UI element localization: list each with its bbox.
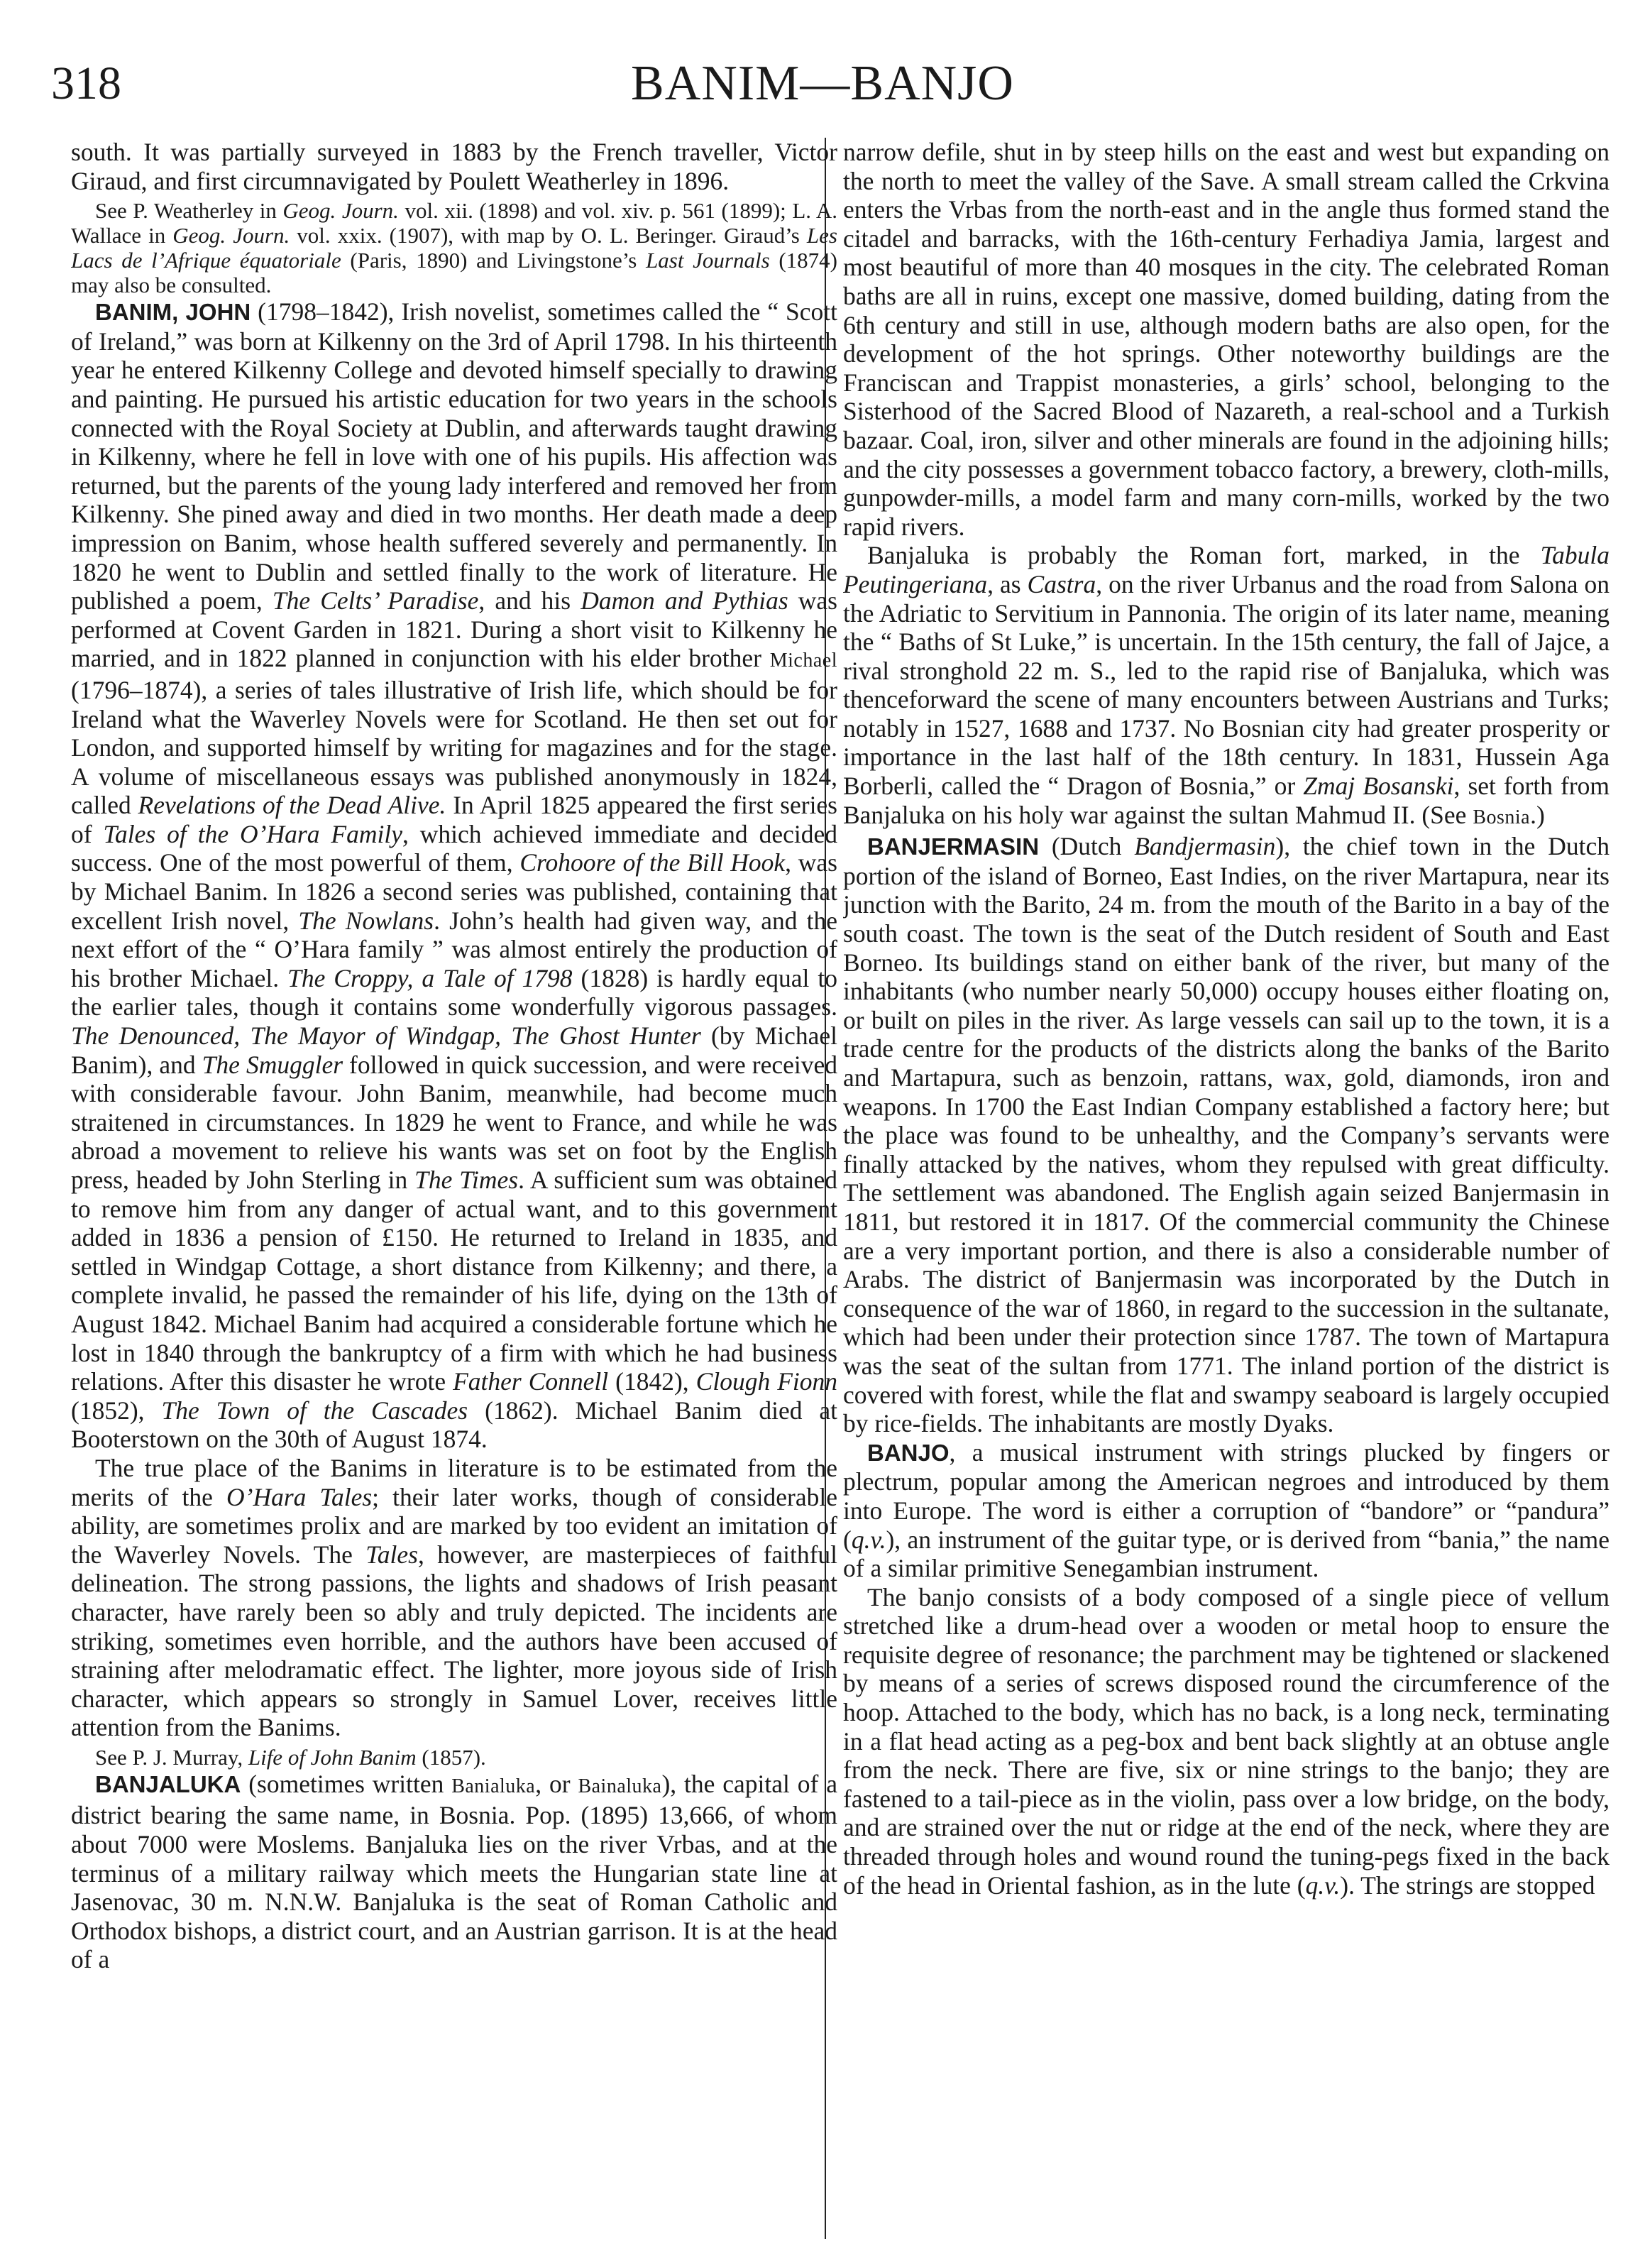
- entry-banjaluka: BANJALUKA (sometimes written Banialuka, or Bainaluka), the capital of a district bearing the same name, in Bosnia. Pop. (1895) 13,666, of whom about 7000 were Moslems. Banjaluka lies on the river Vrbas, and at the terminus of a military railway which meets the Hungarian state line at Jasenovac, 30 m. N.N.W. Banjaluka is the seat of Roman Catholic and Orthodox bishops, a district court, and an Austrian garrison. It is at the head of a: [71, 1769, 837, 1974]
- headword-banim: BANIM, JOHN: [95, 299, 251, 326]
- left-column: [71, 138, 837, 2239]
- headword-banjaluka: BANJALUKA: [95, 1770, 241, 1797]
- note-weatherley: See P. Weatherley in Geog. Journ. vol. xii. (1898) and vol. xiv. p. 561 (1899); L. A. Wallace in Geog. Journ. vol. xxix. (1907), with map by O. L. Beringer. Giraud’s Les Lacs de l’Afrique équatoriale (Paris, 1890) and Livingstone’s Last Journals (1874) may also be consulted.: [71, 198, 837, 298]
- paragraph-banim-assessment: The true place of the Banims in literature is to be estimated from the merits of the O’Hara Tales; their later works, though of considerable ability, are sometimes prolix and are marked by too evident an imitation of the Waverley Novels. The Tales, however, are masterpieces of faithful delineation. The strong passions, the lights and shadows of Irish peasant character, have rarely been so ably and truly depicted. The incidents are striking, sometimes even horrible, and the authors have been accused of straining after melodramatic effect. The lighter, more joyous side of Irish character, which appears so strongly in Samuel Lover, receives little attention from the Banims.: [71, 1453, 837, 1742]
- paragraph-banjo-construction: The banjo consists of a body composed of a single piece of vellum stretched like a drum-head over a wooden or metal hoop to ensure the requisite degree of resonance; the parchment may be tightened or slackened by means of a series of screws disposed round the circumference of the hoop. Attached to the body, which has no back, is a long neck, terminating in a flat head acting as a peg-box and bent back slightly at an obtuse angle from the neck. There are five, six or nine strings to the banjo; they are fastened to a tail-piece as in the violin, pass over a low bridge, on the body, and are strained over the nut or ridge at the end of the neck, where they are threaded through holes and wound round the tuning-pegs fixed in the back of the head in Oriental fashion, as in the lute (q.v.). The strings are stopped: [843, 1582, 1610, 1900]
- entry-banjermasin: BANJERMASIN (Dutch Bandjermasin), the chief town in the Dutch portion of the island of Borneo, East Indies, on the river Martapura, near its junction with the Barito, 24 m. from the mouth of the Barito in a bay of the south coast. The town is the seat of the Dutch resident of South and East Borneo. Its buildings stand on either bank of the river, but many of the inhabitants (who number nearly 50,000) occupy houses either floating on, or built on piles in the river. As large vessels can sail up to the town, it is a trade centre for the products of the districts along the banks of the Barito and Martapura, such as benzoin, rattans, wax, gold, diamonds, iron and weapons. In 1700 the East Indian Company established a factory here; but the place was found to be unhealthy, and the Company’s servants were finally attacked by the natives, whom they repulsed with great difficulty. The settlement was abandoned. The English again seized Banjermasin in 1811, but restored it in 1817. Of the commercial community the Chinese are a very important portion, and there is also a considerable number of Arabs. The district of Banjermasin was incorporated by the Dutch in consequence of the war of 1860, in regard to the succession in the sultanate, which had been under their protection since 1787. The town of Martapura was the seat of the sultan from 1771. The inland portion of the district is covered with forest, while the flat and swampy seaboard is largely occupied by rice-fields. The inhabitants are mostly Dyaks.: [843, 832, 1610, 1438]
- running-head: BANIM—BANJO: [631, 56, 1014, 111]
- headword-banjo: BANJO: [867, 1439, 950, 1466]
- paragraph-banjaluka-history: Banjaluka is probably the Roman fort, marked, in the Tabula Peutingeriana, as Castra, on the river Urbanus and the road from Salona on the Adriatic to Servitium in Pannonia. The origin of its later name, meaning the “ Baths of St Luke,” is uncertain. In the 15th century, the fall of Jajce, a rival stronghold 22 m. S., led to the rapid rise of Banjaluka, which was thenceforward the scene of many encounters between Austrians and Turks; notably in 1527, 1688 and 1737. No Bosnian city had greater prosperity or importance in the last half of the 18th century. In 1831, Hussein Aga Borberli, called the “ Dragon of Bosnia,” or Zmaj Bosanski, set forth from Banjaluka on his holy war against the sultan Mahmud II. (See Bosnia.): [843, 541, 1610, 829]
- headword-banjermasin: BANJERMASIN: [867, 833, 1040, 860]
- note-murray: See P. J. Murray, Life of John Banim (1857).: [95, 1744, 486, 1770]
- page-number: 318: [51, 57, 121, 109]
- entry-banim: BANIM, JOHN (1798–1842), Irish novelist, sometimes called the “ Scott of Ireland,” was born at Kilkenny on the 3rd of April 1798. In his thirteenth year he entered Kilkenny College and devoted himself specially to drawing and painting. He pursued his artistic education for two years in the schools connected with the Royal Society at Dublin, and afterwards taught drawing in Kilkenny, where he fell in love with one of his pupils. His affection was returned, but the parents of the young lady interfered and removed her from Kilkenny. She pined away and died in two months. Her death made a deep impression on Banim, whose health suffered severely and permanently. In 1820 he went to Dublin and settled finally to the work of literature. He published a poem, The Celts’ Paradise, and his Damon and Pythias was performed at Covent Garden in 1821. During a short visit to Kilkenny he married, and in 1822 planned in conjunction with his elder brother Michael (1796–1874), a series of tales illustrative of Irish life, which should be for Ireland what the Waverley Novels were for Scotland. He then set out for London, and supported himself by writing for magazines and for the stage. A volume of miscellaneous essays was published anonymously in 1824, called Revelations of the Dead Alive. In April 1825 appeared the first series of Tales of the O’Hara Family, which achieved immediate and decided success. One of the most powerful of them, Crohoore of the Bill Hook, was by Michael Banim. In 1826 a second series was published, containing that excellent Irish novel, The Nowlans. John’s health had given way, and the next effort of the “ O’Hara family ” was almost entirely the production of his brother Michael. The Croppy, a Tale of 1798 (1828) is hardly equal to the earlier tales, though it contains some wonderfully vigorous passages. The Denounced, The Mayor of Windgap, The Ghost Hunter (by Michael Banim), and The Smuggler followed in quick succession, and were received with considerable favour. John Banim, meanwhile, had become much straitened in circumstances. In 1829 he went to France, and while he was abroad a movement to relieve his wants was set on foot by the English press, headed by John Sterling in The Times. A sufficient sum was obtained to remove him from any danger of actual want, and to this government added in 1836 a pension of £150. He returned to Ireland in 1835, and settled in Windgap Cottage, a short distance from Kilkenny; and there, a complete invalid, he passed the remainder of his life, dying on the 13th of August 1842. Michael Banim had acquired a considerable fortune which he lost in 1840 through the bankruptcy of a firm with which he had business relations. After this disaster he wrote Father Connell (1842), Clough Fionn (1852), The Town of the Cascades (1862). Michael Banim died at Booterstown on the 30th of August 1874.: [71, 297, 837, 1454]
- right-column: [843, 138, 1610, 2239]
- paragraph-banjaluka-city: narrow defile, shut in by steep hills on the east and west but expanding on the north to meet the valley of the Save. A small stream called the Crkvina enters the Vrbas from the north-east and in the angle thus formed stand the citadel and barracks, with the 16th-century Ferhadiya Jamia, largest and most beautiful of more than 40 mosques in the city. The celebrated Roman baths are all in ruins, except one massive, domed building, dating from the 6th century and still in use, although modern baths are also open, for the development of the hot springs. Other noteworthy buildings are the Franciscan and Trappist monasteries, a girls’ school, belonging to the Sisterhood of the Sacred Blood of Nazareth, a real-school and a Turkish bazaar. Coal, iron, silver and other minerals are found in the adjoining hills; and the city possesses a government tobacco factory, a brewery, cloth-mills, gunpowder-mills, a model farm and many corn-mills, worked by the two rapid rivers.: [843, 138, 1610, 541]
- entry-banjo: BANJO, a musical instrument with strings plucked by fingers or plectrum, popular among the American negroes and introduced by them into Europe. The word is either a corruption of “bandore” or “pandura” (q.v.), an instrument of the guitar type, or is derived from “bania,” the name of a similar primitive Senegambian instrument.: [843, 1437, 1610, 1583]
- paragraph-lake-survey: south. It was partially surveyed in 1883 by the French traveller, Victor Giraud, and first circumnavigated by Poulett Weatherley in 1896.: [71, 138, 837, 195]
